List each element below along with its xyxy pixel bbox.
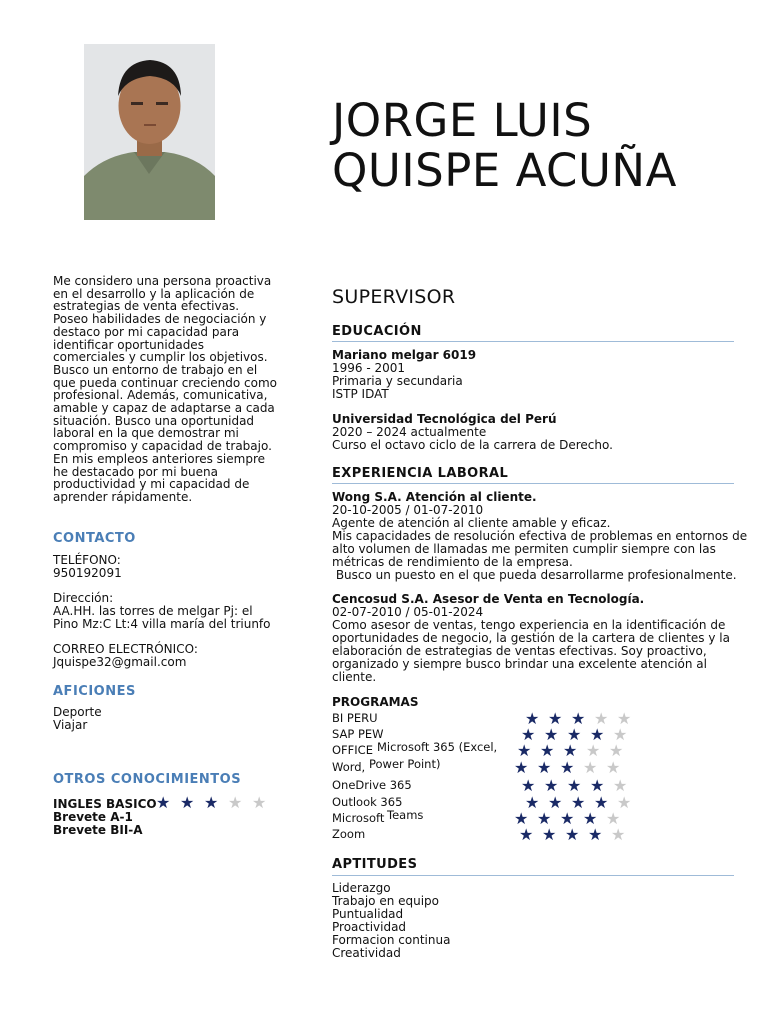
star-filled-icon: ★ bbox=[525, 709, 540, 728]
star-empty-icon: ★ bbox=[617, 793, 632, 812]
star-filled-icon: ★ bbox=[590, 725, 605, 744]
star-filled-icon: ★ bbox=[514, 758, 529, 777]
name-line-1: JORGE LUIS bbox=[332, 94, 593, 147]
job-title: Cencosud S.A. Asesor de Venta en Tecnología. bbox=[332, 592, 645, 606]
profile-photo bbox=[84, 44, 215, 220]
star-filled-icon: ★ bbox=[590, 776, 605, 795]
star-filled-icon: ★ bbox=[571, 709, 586, 728]
star-empty-icon: ★ bbox=[583, 758, 598, 777]
hobby-item: Viajar bbox=[53, 718, 88, 732]
programs-heading: PROGRAMAS bbox=[332, 695, 419, 709]
star-filled-icon: ★ bbox=[204, 793, 219, 812]
english-rating bbox=[156, 795, 276, 813]
job-description-line: Mis capacidades de resolución efectiva de problemas en entornos de bbox=[332, 529, 748, 543]
star-filled-icon: ★ bbox=[588, 825, 603, 844]
aptitude-item: Proactividad bbox=[332, 920, 407, 934]
job-description-line: Busco un puesto en el que pueda desarrollarme profesionalmente. bbox=[332, 568, 737, 582]
school-detail: ISTP IDAT bbox=[332, 387, 389, 401]
star-filled-icon: ★ bbox=[563, 741, 578, 760]
star-filled-icon: ★ bbox=[519, 825, 534, 844]
aptitudes-heading: APTITUDES bbox=[332, 857, 418, 872]
school-detail: Primaria y secundaria bbox=[332, 374, 463, 388]
star-filled-icon: ★ bbox=[540, 741, 555, 760]
phone-value: 950192091 bbox=[53, 566, 122, 580]
star-empty-icon: ★ bbox=[606, 758, 621, 777]
job-dates: 20-10-2005 / 01-07-2010 bbox=[332, 503, 484, 517]
star-filled-icon: ★ bbox=[180, 793, 195, 812]
star-empty-icon: ★ bbox=[611, 825, 626, 844]
job-description-line: Como asesor de ventas, tengo experiencia en la identificación de bbox=[332, 618, 726, 632]
star-filled-icon: ★ bbox=[544, 776, 559, 795]
program-label: SAP PEW bbox=[332, 727, 384, 741]
school-name: Universidad Tecnológica del Perú bbox=[332, 412, 557, 426]
job-title: Wong S.A. Atención al cliente. bbox=[332, 490, 537, 504]
star-filled-icon: ★ bbox=[537, 809, 552, 828]
job-description-line: alto volumen de llamadas me permiten cumplir siempre con las bbox=[332, 542, 716, 556]
program-label-extra: Teams bbox=[387, 808, 424, 822]
star-filled-icon: ★ bbox=[525, 793, 540, 812]
job-description-line: Agente de atención al cliente amable y eficaz. bbox=[332, 516, 611, 530]
star-empty-icon: ★ bbox=[613, 776, 628, 795]
experience-heading: EXPERIENCIA LABORAL bbox=[332, 466, 509, 481]
star-filled-icon: ★ bbox=[517, 741, 532, 760]
job-role: SUPERVISOR bbox=[332, 286, 456, 308]
phone-label: TELÉFONO: bbox=[53, 553, 121, 567]
star-filled-icon: ★ bbox=[537, 758, 552, 777]
program-label: OFFICE bbox=[332, 743, 373, 757]
star-filled-icon: ★ bbox=[542, 825, 557, 844]
aptitude-item: Formacion continua bbox=[332, 933, 451, 947]
program-label: OneDrive 365 bbox=[332, 778, 412, 792]
school-detail: Curso el octavo ciclo de la carrera de Derecho. bbox=[332, 438, 613, 452]
other-knowledge-heading: OTROS CONOCIMIENTOS bbox=[53, 772, 242, 787]
star-empty-icon: ★ bbox=[617, 709, 632, 728]
contact-heading: CONTACTO bbox=[53, 531, 136, 546]
star-filled-icon: ★ bbox=[583, 809, 598, 828]
star-filled-icon: ★ bbox=[560, 809, 575, 828]
school-years: 1996 - 2001 bbox=[332, 361, 406, 375]
star-filled-icon: ★ bbox=[156, 793, 171, 812]
aptitude-item: Puntualidad bbox=[332, 907, 404, 921]
job-dates: 02-07-2010 / 05-01-2024 bbox=[332, 605, 484, 619]
program-label-extra: Power Point) bbox=[369, 757, 441, 771]
full-name bbox=[332, 96, 752, 196]
email-value: Jquispe32@gmail.com bbox=[53, 655, 187, 669]
address-label: Dirección: bbox=[53, 591, 114, 605]
school-name: Mariano melgar 6019 bbox=[332, 348, 477, 362]
aptitude-item: Trabajo en equipo bbox=[332, 894, 440, 908]
aptitude-item: Creatividad bbox=[332, 946, 401, 960]
star-empty-icon: ★ bbox=[586, 741, 601, 760]
job-description-line: organizado y siempre busco brindar una excelente atención al bbox=[332, 657, 707, 671]
star-filled-icon: ★ bbox=[567, 776, 582, 795]
english-level: INGLES BASICO bbox=[53, 797, 157, 811]
star-filled-icon: ★ bbox=[594, 793, 609, 812]
experience-divider bbox=[332, 483, 734, 484]
education-heading: EDUCACIÓN bbox=[332, 324, 422, 339]
star-empty-icon: ★ bbox=[252, 793, 267, 812]
star-empty-icon: ★ bbox=[594, 709, 609, 728]
hobbies-heading: AFICIONES bbox=[53, 684, 136, 699]
star-empty-icon: ★ bbox=[606, 809, 621, 828]
star-filled-icon: ★ bbox=[514, 809, 529, 828]
star-empty-icon: ★ bbox=[613, 725, 628, 744]
program-label: Zoom bbox=[332, 827, 366, 841]
program-label: Outlook 365 bbox=[332, 795, 403, 809]
program-label: Microsoft bbox=[332, 811, 385, 825]
address-line-2: Pino Mz:C Lt:4 villa maría del triunfo bbox=[53, 617, 271, 631]
license-b: Brevete BII-A bbox=[53, 823, 143, 837]
job-description-line: cliente. bbox=[332, 670, 377, 684]
license-a: Brevete A-1 bbox=[53, 810, 133, 824]
email-label: CORREO ELECTRÓNICO: bbox=[53, 642, 198, 656]
name-line-2: QUISPE ACUÑA bbox=[332, 144, 677, 197]
aptitudes-divider bbox=[332, 875, 734, 876]
star-empty-icon: ★ bbox=[228, 793, 243, 812]
program-label-extra: Microsoft 365 (Excel, bbox=[377, 740, 498, 754]
job-description-line: métricas de rendimiento de la empresa. bbox=[332, 555, 573, 569]
star-filled-icon: ★ bbox=[560, 758, 575, 777]
aptitude-item: Liderazgo bbox=[332, 881, 391, 895]
star-filled-icon: ★ bbox=[544, 725, 559, 744]
star-filled-icon: ★ bbox=[548, 709, 563, 728]
address-line-1: AA.HH. las torres de melgar Pj: el bbox=[53, 604, 253, 618]
star-filled-icon: ★ bbox=[565, 825, 580, 844]
job-description-line: oportunidades de negocio, la gestión de la cartera de clientes y la bbox=[332, 631, 730, 645]
program-label: Word, bbox=[332, 760, 366, 774]
profile-summary: Me considero una persona proactiva en el desarrollo y la aplicación de estrategias de venta efectivas. Poseo habilidades de negociación y destaco por mi capacidad para identificar oportunidades comerciales y cumplir los objetivos. Busco un entorno de trabajo en el que pueda continuar creciendo como profesional. Además, comunicativa, amable y capaz de adaptarse a cada situación. Busco una oportunidad laboral en la que demostrar mi compromiso y capacidad de trabajo. En mis empleos anteriores siempre he destacado por mi buena productividad y mi capacidad de aprender rápidamente. bbox=[53, 274, 278, 504]
star-filled-icon: ★ bbox=[548, 793, 563, 812]
school-years: 2020 – 2024 actualmente bbox=[332, 425, 487, 439]
star-filled-icon: ★ bbox=[571, 793, 586, 812]
star-filled-icon: ★ bbox=[521, 725, 536, 744]
star-empty-icon: ★ bbox=[609, 741, 624, 760]
program-label: BI PERU bbox=[332, 711, 378, 725]
star-filled-icon: ★ bbox=[521, 776, 536, 795]
star-filled-icon: ★ bbox=[567, 725, 582, 744]
job-description-line: elaboración de estrategias de ventas efectivas. Soy proactivo, bbox=[332, 644, 707, 658]
hobby-item: Deporte bbox=[53, 705, 102, 719]
education-divider bbox=[332, 341, 734, 342]
